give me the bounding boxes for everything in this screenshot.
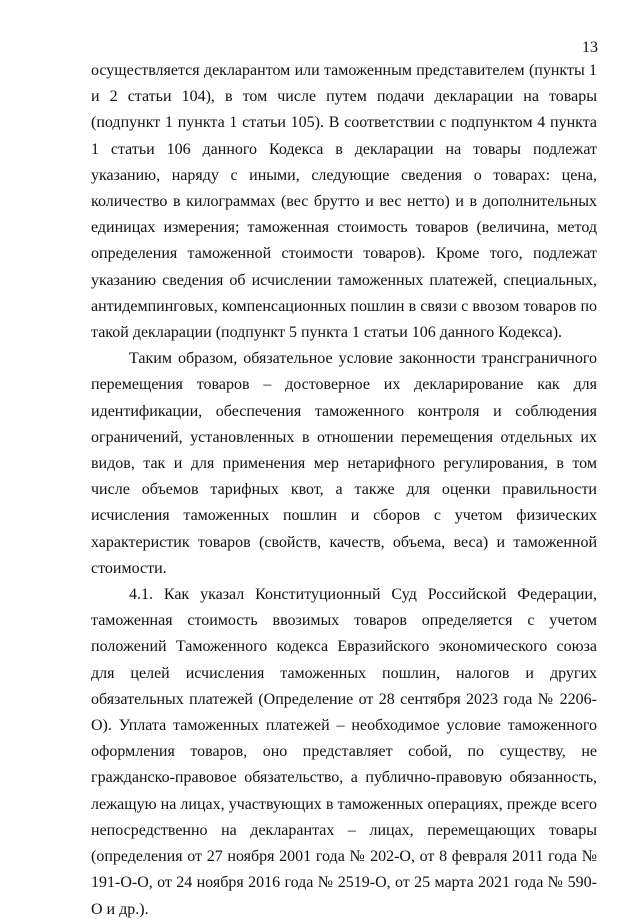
paragraph-conclusion: Таким образом, обязательное условие законности трансграничного перемещения товаров – достоверное их декларирование как для идентификации, обеспечения таможенного контроля и соблюдения ограничений, установленных в отношении перемещения отдельных их видов, так и для применения мер нетарифного регулирования, в том числе объемов тарифных квот, а также для оценки правильности исчисления таможенных пошлин и сборов с учетом физических характеристик товаров (свойств, качеств, объема, веса) и таможенной стоимости. — [91, 350, 597, 577]
page-number: 13 — [582, 39, 598, 56]
paragraph-continuation: осуществляется декларантом или таможенным представителем (пункты 1 и 2 статьи 104), в том числе путем подачи декларации на товары (подпункт 1 пункта 1 статьи 105). В соответствии с подпунктом 4 пункта 1 статьи 106 данного Кодекса в декларации на товары подлежат указанию, наряду с иными, следующие сведения о товарах: цена, количество в килограммах (вес брутто и вес нетто) и в дополнительных единицах измерения; таможенная стоимость товаров (величина, метод определения таможенной стоимости товаров). Кроме того, подлежат указанию сведения об исчислении таможенных платежей, специальных, антидемпинговых, компенсационных пошлин в связи с ввозом товаров по такой декларации (подпункт 5 пункта 1 статьи 106 данного Кодекса). — [91, 62, 597, 342]
document-body — [91, 58, 597, 923]
paragraph-section-4-1: 4.1. Как указал Конституционный Суд Российской Федерации, таможенная стоимость ввозимых товаров определяется с учетом положений Таможенного кодекса Евразийского экономического союза для целей исчисления таможенных пошлин, налогов и других обязательных платежей (Определение от 28 сентября 2023 года № 2206-О). Уплата таможенных платежей – необходимое условие таможенного оформления товаров, оно представляет собой, по существу, не гражданско-правовое обязательство, а публично-правовую обязанность, лежащую на лицах, участвующих в таможенных операциях, прежде всего непосредственно на декларантах – лицах, перемещающих товары (определения от 27 ноября 2001 года № 202-О, от 8 февраля 2011 года № 191-О-О, от 24 ноября 2016 года № 2519-О, от 25 марта 2021 года № 590-О и др.). — [91, 586, 597, 918]
